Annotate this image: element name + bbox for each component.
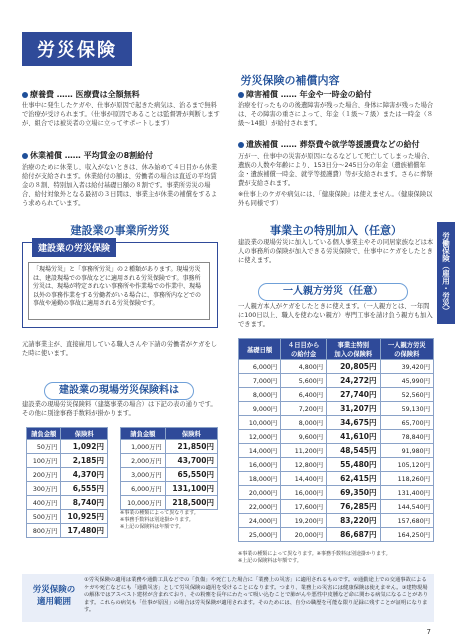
table-cell: 131,100円 — [165, 482, 217, 496]
bullet-icon — [238, 142, 244, 148]
section-special-title: 事業主の特別加入（任意） — [270, 224, 402, 237]
table-row — [121, 454, 218, 468]
rate-note: ※事務手数料は別途掛かります。 — [120, 517, 194, 523]
column-header: 保険料 — [61, 428, 108, 440]
page-title: 労災保険 — [22, 32, 132, 66]
table-cell: 100万円 — [27, 454, 61, 468]
rate-body: 建設業の現場労災保険料（建築事業の場合）は下記の表の通りです。その他に別途事務手数料が掛かります。 — [22, 401, 217, 417]
table-cell: 8,000円 — [239, 388, 281, 402]
table-cell: 65,550円 — [165, 468, 217, 482]
table-cell: 3,000万円 — [121, 468, 166, 482]
table-cell: 20,000円 — [281, 528, 327, 542]
table-row — [239, 528, 434, 542]
survivor-title: 遺族補償 — [246, 140, 278, 149]
table-cell: 144,540円 — [380, 500, 433, 514]
table-cell: 86,687円 — [327, 528, 380, 542]
absence-title: 休業補償 — [30, 151, 62, 160]
solo-notes — [238, 550, 434, 564]
table-cell: 17,480円 — [61, 524, 108, 538]
table-cell: 10,000万円 — [121, 496, 166, 510]
bullet-icon — [22, 92, 28, 98]
table-cell: 800万円 — [27, 524, 61, 538]
section-workplace-title: 建設業の事業所労災 — [70, 224, 170, 237]
table-row — [239, 458, 434, 472]
disability-heading — [238, 89, 372, 100]
medical-title: 療養費 — [30, 90, 54, 99]
table-cell: 14,400円 — [281, 472, 327, 486]
table-cell: 17,600円 — [281, 500, 327, 514]
table-cell: 6,400円 — [281, 388, 327, 402]
column-header: 基礎日額 — [239, 339, 281, 360]
table-cell: 1,092円 — [61, 440, 108, 454]
rate-notes — [120, 509, 220, 530]
table-cell: 21,850円 — [165, 440, 217, 454]
column-header: 一人親方労災 の保険料 — [380, 339, 433, 360]
table-row — [121, 468, 218, 482]
page-number: 7 — [426, 628, 431, 636]
section-rate-header: 建設業の現場労災保険料は — [44, 382, 194, 400]
workplace-after: 元請事業主が、直接雇用している職人さんや下請の労働者がケガをした時に使います。 — [22, 341, 218, 357]
table-cell: 118,260円 — [380, 472, 433, 486]
table-cell: 8,000円 — [281, 416, 327, 430]
table-cell: 91,980円 — [380, 444, 433, 458]
table-cell: 12,800円 — [281, 458, 327, 472]
table-cell: 10,000円 — [239, 416, 281, 430]
table-cell: 41,610円 — [327, 430, 380, 444]
table-cell: 52,560円 — [380, 388, 433, 402]
table-cell: 9,000円 — [239, 402, 281, 416]
table-cell: 218,500円 — [165, 496, 217, 510]
table-row — [27, 510, 108, 524]
table-cell: 4,800円 — [281, 360, 327, 374]
table-row — [27, 482, 108, 496]
table-cell: 69,350円 — [327, 486, 380, 500]
table-row — [239, 472, 434, 486]
table-row — [239, 416, 434, 430]
table-cell: 18,000円 — [239, 472, 281, 486]
table-row — [239, 430, 434, 444]
table-cell: 200万円 — [27, 468, 61, 482]
table-cell: 48,545円 — [327, 444, 380, 458]
section-workplace-header — [22, 222, 218, 238]
table-row — [239, 486, 434, 500]
table-cell: 16,000円 — [239, 458, 281, 472]
table-cell: 43,700円 — [165, 454, 217, 468]
workplace-tag: 建設業の労災保険 — [32, 238, 116, 257]
table-cell: 9,600円 — [281, 430, 327, 444]
table-cell: 22,000円 — [239, 500, 281, 514]
absence-desc: …… 平均賃金の8割給付 — [64, 151, 154, 160]
table-row — [239, 374, 434, 388]
table-cell: 400万円 — [27, 496, 61, 510]
survivor-desc: …… 葬祭費や就学等援護費などの給付 — [280, 140, 420, 149]
coverage-footer — [22, 574, 434, 622]
table-row — [27, 454, 108, 468]
survivor-body: 万が一、仕事中の災害が原因になるなどして死亡してしまった場合、遺族の人数や年齢により、153日分〜245日分の年金（遺族補償年金・遺族補償一時金、就学等援護費）等が支給されます。さらに葬祭費が支給されます。 — [238, 153, 434, 187]
section-solo-header: 一人親方労災（任意） — [258, 283, 408, 301]
rate-note: ※上記の保険料は年額です。 — [120, 524, 184, 530]
table-cell: 45,990円 — [380, 374, 433, 388]
table-row — [121, 496, 218, 510]
rate-table-1 — [26, 427, 108, 538]
table-cell: 34,675円 — [327, 416, 380, 430]
table-cell: 11,200円 — [281, 444, 327, 458]
table-cell: 27,740円 — [327, 388, 380, 402]
workplace-description: 「現場労災」と「事務所労災」の２種類があります。現場労災は、建設現場での事故などに適用される労災保険です。事務所労災は、現場が特定されない事務所や作業場での作業中、現場以外の事務作業をする労働者がいる場合に、事務所内などでの事故や通勤の事故に適用される労災保険です。 — [28, 262, 210, 320]
solo-note: ※上記の保険料は年額です。 — [238, 558, 302, 564]
coverage-label: 労災保険の 適用範囲 — [32, 585, 76, 607]
table-cell: 14,000円 — [239, 444, 281, 458]
bullet-icon — [22, 153, 28, 159]
table-cell: 20,805円 — [327, 360, 380, 374]
disability-desc: …… 年金や一時金の給付 — [280, 90, 372, 99]
table-cell: 300万円 — [27, 482, 61, 496]
table-cell: 59,130円 — [380, 402, 433, 416]
table-cell: 6,000万円 — [121, 482, 166, 496]
table-row — [27, 524, 108, 538]
table-cell: 78,840円 — [380, 430, 433, 444]
rate-table-2 — [120, 427, 218, 510]
column-header: ４日目から の給付金 — [281, 339, 327, 360]
medical-heading — [22, 89, 140, 100]
table-row — [239, 388, 434, 402]
table-cell: 62,415円 — [327, 472, 380, 486]
table-cell: 25,000円 — [239, 528, 281, 542]
table-cell: 105,120円 — [380, 458, 433, 472]
solo-table — [238, 338, 434, 542]
table-row — [239, 402, 434, 416]
table-cell: 12,000円 — [239, 430, 281, 444]
coverage-text: ①労災保険の適用は業務や通勤工具などでの「負傷」や死亡した場合に「業務上の災害」に適用されるものです。②通勤途上での交通事故によるケガや死亡などにも「通勤災害」として労災保険の適用を受けることになります。つまり、業務上の災害には健康保険は使えません。③建物現場の解体ではアスベスト建材が含まれており、その粉塵を長年にわたって吸い込むことで肺がんや悪性中皮腫など命に関わる病気になることがあります。これらの病気も「仕事が原因」の場合は労災保険が適用されます。そのためには、自分の職歴を可能な限り記録に残すことが証明になります。 — [84, 577, 429, 614]
table-cell: 6,555円 — [61, 482, 108, 496]
special-body: 建設業の現場労災に加入している個人事業主やその同居家族などは本人の事務所の保険が加入できる労災保険で、仕事中にケガをしたときに使えます。 — [238, 239, 434, 264]
section-benefits-header — [150, 72, 430, 88]
table-cell: 55,480円 — [327, 458, 380, 472]
table-cell: 19,200円 — [281, 514, 327, 528]
column-header: 保険料 — [165, 428, 217, 440]
table-row — [27, 496, 108, 510]
table-cell: 83,220円 — [327, 514, 380, 528]
bullet-icon — [238, 92, 244, 98]
table-cell: 8,740円 — [61, 496, 108, 510]
table-cell: 65,700円 — [380, 416, 433, 430]
table-cell: 10,925円 — [61, 510, 108, 524]
disability-title: 障害補償 — [246, 90, 278, 99]
column-header: 請負金額 — [121, 428, 166, 440]
absence-heading — [22, 150, 153, 161]
table-row — [121, 440, 218, 454]
solo-note: ※事業の種類によって異なります。※事務手数料は別途掛かります。 — [238, 551, 391, 557]
table-cell: 164,250円 — [380, 528, 433, 542]
table-row — [27, 468, 108, 482]
rate-note: ※事業の種類によって異なります。 — [120, 510, 199, 516]
table-cell: 16,000円 — [281, 486, 327, 500]
column-header: 請負金額 — [27, 428, 61, 440]
table-cell: 24,000円 — [239, 514, 281, 528]
disability-body: 治療を行ったものの後遺障害が残った場合、身体に障害が残った場合は、その障害の重さによって、年金（１級〜７級）または一時金（８級〜14級）が給付されます。 — [238, 102, 434, 127]
table-cell: 6,000円 — [239, 360, 281, 374]
table-cell: 7,200円 — [281, 402, 327, 416]
table-cell: 76,285円 — [327, 500, 380, 514]
table-row — [27, 440, 108, 454]
solo-body: 一人親方本人がケガをしたときに使えます。（一人親方とは、一年間に100日以上、職人を使わない親方）専門工事を請け負う親方も加入できます。 — [238, 303, 433, 328]
table-cell: 24,272円 — [327, 374, 380, 388]
table-cell: 2,185円 — [61, 454, 108, 468]
table-cell: 20,000円 — [239, 486, 281, 500]
absence-body: 治療のために休業し、収入がないときは、休み始めて４日目から休業給付が支給されます。休業給付の額は、労働者の場合は直近の平均賃金の８割、特別加入者は給付基礎日額の８割です。事業所労災の場合、給付対象外となる最初の３日間は、事業主が休業の補償をするよう求められています。 — [22, 164, 218, 207]
table-cell: 500万円 — [27, 510, 61, 524]
column-header: 事業主特別 加入の保険料 — [327, 339, 380, 360]
table-cell: 1,000万円 — [121, 440, 166, 454]
table-cell: 157,680円 — [380, 514, 433, 528]
table-cell: 7,000円 — [239, 374, 281, 388]
table-cell: 31,207円 — [327, 402, 380, 416]
table-row — [239, 514, 434, 528]
table-cell: 4,370円 — [61, 468, 108, 482]
table-row — [239, 360, 434, 374]
table-cell: 39,420円 — [380, 360, 433, 374]
side-tab: 労働保険（雇用・労災） — [437, 222, 455, 324]
survivor-heading — [238, 139, 420, 150]
table-row — [239, 444, 434, 458]
survivor-note: ※仕事上のケガや病気には、「健康保険」は使えません。（健康保険以外も同様です） — [238, 191, 433, 207]
section-special-header — [238, 222, 434, 238]
table-cell: 50万円 — [27, 440, 61, 454]
table-row — [239, 500, 434, 514]
table-row — [121, 482, 218, 496]
table-cell: 5,600円 — [281, 374, 327, 388]
table-cell: 2,000万円 — [121, 454, 166, 468]
table-cell: 131,400円 — [380, 486, 433, 500]
medical-desc: …… 医療費は全額無料 — [56, 90, 140, 99]
section-benefits-title: 労災保険の補償内容 — [240, 74, 340, 87]
medical-body: 仕事中に発生したケガや、仕事が原因で起きた病気は、治るまで無料で治療が受けられます。（仕事が原因であることは監督署が判断しますが、組合では被災者の立場に立ってサポートします） — [22, 102, 220, 127]
